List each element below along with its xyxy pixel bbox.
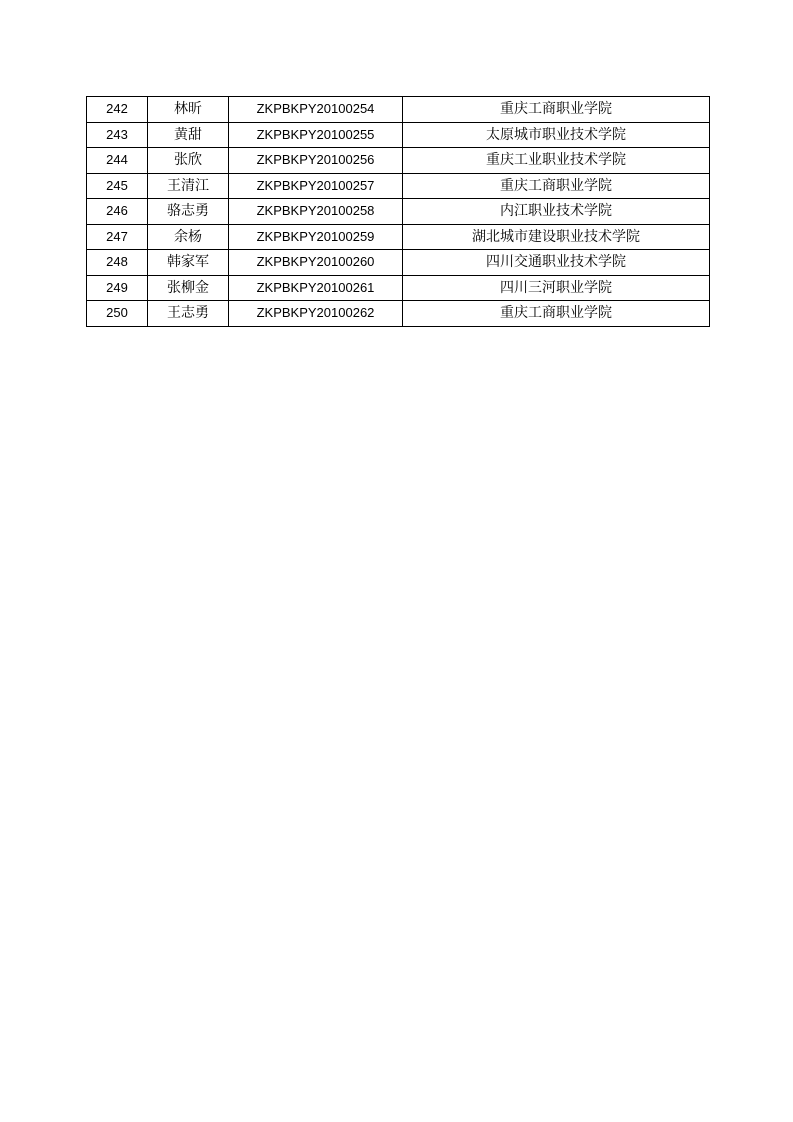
school-name: 四川交通职业技术学院 [403, 250, 710, 276]
student-id: ZKPBKPY20100260 [229, 250, 403, 276]
student-name: 余杨 [148, 224, 229, 250]
row-number: 247 [87, 224, 148, 250]
table-row [87, 250, 710, 276]
row-number: 246 [87, 199, 148, 225]
school-name: 内江职业技术学院 [403, 199, 710, 225]
table-row [87, 148, 710, 174]
table-row [87, 122, 710, 148]
student-name: 林昕 [148, 97, 229, 123]
student-id: ZKPBKPY20100262 [229, 301, 403, 327]
student-name: 黄甜 [148, 122, 229, 148]
row-number: 250 [87, 301, 148, 327]
school-name: 四川三河职业学院 [403, 275, 710, 301]
student-id: ZKPBKPY20100259 [229, 224, 403, 250]
school-name: 重庆工商职业学院 [403, 97, 710, 123]
student-name: 韩家军 [148, 250, 229, 276]
row-number: 248 [87, 250, 148, 276]
school-name: 重庆工业职业技术学院 [403, 148, 710, 174]
row-number: 244 [87, 148, 148, 174]
row-number: 242 [87, 97, 148, 123]
school-name: 太原城市职业技术学院 [403, 122, 710, 148]
student-roster-table [86, 96, 710, 327]
table-row [87, 173, 710, 199]
student-id: ZKPBKPY20100254 [229, 97, 403, 123]
table-row [87, 275, 710, 301]
table-row [87, 224, 710, 250]
row-number: 245 [87, 173, 148, 199]
student-id: ZKPBKPY20100258 [229, 199, 403, 225]
student-id: ZKPBKPY20100255 [229, 122, 403, 148]
school-name: 重庆工商职业学院 [403, 173, 710, 199]
student-id: ZKPBKPY20100257 [229, 173, 403, 199]
school-name: 湖北城市建设职业技术学院 [403, 224, 710, 250]
table-row [87, 199, 710, 225]
student-name: 张欣 [148, 148, 229, 174]
school-name: 重庆工商职业学院 [403, 301, 710, 327]
student-id: ZKPBKPY20100261 [229, 275, 403, 301]
student-name: 张柳金 [148, 275, 229, 301]
row-number: 249 [87, 275, 148, 301]
student-id: ZKPBKPY20100256 [229, 148, 403, 174]
student-name: 王志勇 [148, 301, 229, 327]
student-name: 骆志勇 [148, 199, 229, 225]
table-row [87, 97, 710, 123]
row-number: 243 [87, 122, 148, 148]
table-row [87, 301, 710, 327]
student-name: 王清江 [148, 173, 229, 199]
